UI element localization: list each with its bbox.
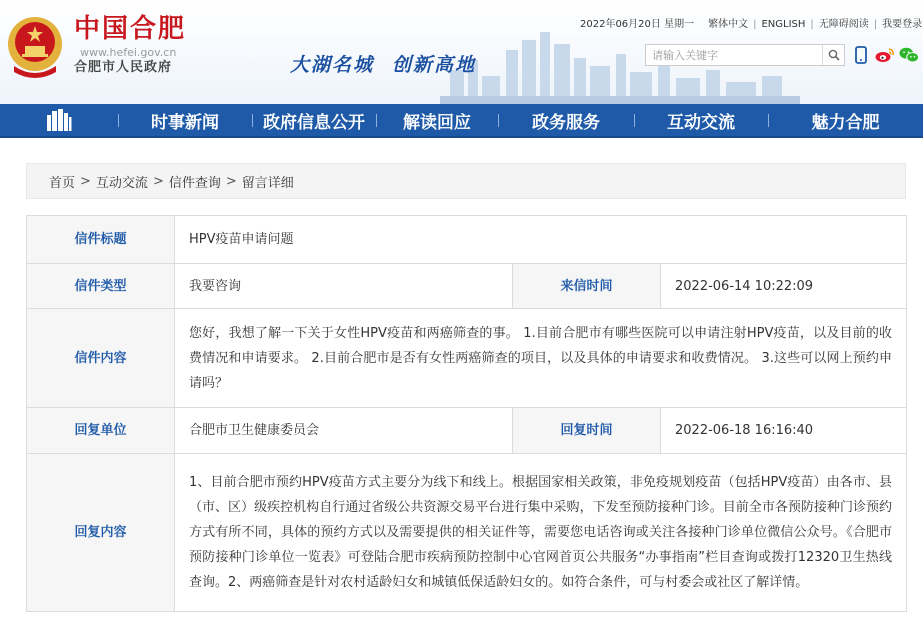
site-header	[0, 0, 923, 104]
top-utility-bar	[580, 18, 922, 32]
link-accessibility[interactable]: 无障碍阅读	[818, 19, 869, 30]
letter-type-value: 我要咨询	[175, 264, 513, 309]
nav-interpretation[interactable]: 解读回应	[376, 103, 498, 137]
site-url: www.hefei.gov.cn	[80, 46, 177, 59]
letter-title-value: HPV疫苗申请问题	[175, 216, 907, 264]
search-box	[645, 44, 845, 66]
current-date: 2022年06月20日 星期一	[580, 19, 695, 30]
wechat-link[interactable]	[899, 44, 919, 66]
reply-time-value: 2022-06-18 16:16:40	[661, 408, 907, 454]
link-login[interactable]: 我要登录	[882, 19, 923, 30]
nav-home[interactable]	[0, 103, 118, 137]
slogan-right: 创新高地	[392, 54, 477, 76]
nav-charm-hefei[interactable]: 魅力合肥	[768, 103, 923, 137]
breadcrumb	[26, 163, 906, 199]
search-button[interactable]	[822, 45, 844, 65]
separator: |	[753, 19, 757, 30]
main-content	[0, 152, 923, 642]
nav-news[interactable]: 时事新闻	[118, 103, 252, 137]
mobile-phone-icon	[855, 46, 867, 64]
breadcrumb-current: 留言详细	[241, 175, 294, 191]
weibo-link[interactable]	[875, 44, 895, 66]
letter-content-label: 信件内容	[27, 309, 175, 408]
search-icon	[828, 49, 840, 61]
letter-title-label: 信件标题	[27, 216, 175, 264]
reply-content-label: 回复内容	[27, 454, 175, 612]
breadcrumb-separator: >	[225, 173, 237, 189]
site-title: 中国合肥	[74, 14, 187, 44]
letter-time-value: 2022-06-14 10:22:09	[661, 264, 907, 309]
reply-unit-value: 合肥市卫生健康委员会	[175, 408, 513, 454]
main-navigation	[0, 104, 923, 138]
letter-content-value: 您好，我想了解一下关于女性HPV疫苗和两癌筛查的事。 1.目前合肥市有哪些医院可以申请注射HPV疫苗，以及目前的收费情况和申请要求。 2.目前合肥市是否有女性两癌筛查的项目，以及具体的申请要求和收费情况。 3.这些可以网上预约申请吗？	[175, 309, 907, 408]
reply-time-label: 回复时间	[513, 408, 661, 454]
social-links	[851, 44, 923, 66]
link-english[interactable]: ENGLISH	[761, 19, 806, 30]
reply-content-value: 1、目前合肥市预约HPV疫苗方式主要分为线下和线上。根据国家相关政策，非免疫规划疫苗（包括HPV疫苗）由各市、县（市、区）级疾控机构自行通过省级公共资源交易平台进行集中采购，下发至预防接种门诊。目前全市各预防接种门诊预约方式有所不同，具体的预约方式以及需要提供的相关证件等，需要您电话咨询或关注各接种门诊单位微信公众号。《合肥市预防接种门诊单位一览表》可登陆合肥市疾病预防控制中心官网首页公共服务“办事指南”栏目查询或拨打12320卫生热线查询。2、两癌筛查是针对农村适龄妇女和城镇低保适龄妇女的。如符合条件，可与村委会或社区了解详情。	[175, 454, 907, 612]
building-icon	[46, 109, 72, 131]
breadcrumb-separator: >	[152, 173, 164, 189]
slogan	[290, 53, 494, 77]
site-subtitle: 合肥市人民政府	[74, 60, 173, 75]
table-row	[27, 454, 907, 612]
letter-time-label: 来信时间	[513, 264, 661, 309]
nav-gov-service[interactable]: 政务服务	[498, 103, 634, 137]
separator: |	[810, 19, 814, 30]
table-row	[27, 309, 907, 408]
table-row	[27, 264, 907, 309]
slogan-left: 大湖名城	[290, 54, 375, 76]
letter-detail-table	[26, 215, 907, 612]
reply-unit-label: 回复单位	[27, 408, 175, 454]
table-row	[27, 408, 907, 454]
link-traditional-chinese[interactable]: 繁体中文	[708, 19, 749, 30]
table-row	[27, 216, 907, 264]
nav-interaction[interactable]: 互动交流	[634, 103, 768, 137]
breadcrumb-interaction[interactable]: 互动交流	[95, 175, 148, 191]
wechat-icon	[899, 46, 919, 64]
national-emblem-logo	[6, 14, 64, 78]
letter-type-label: 信件类型	[27, 264, 175, 309]
breadcrumb-letter-query[interactable]: 信件查询	[168, 175, 221, 191]
weibo-icon	[875, 47, 895, 63]
breadcrumb-home[interactable]: 首页	[49, 175, 76, 191]
search-input[interactable]	[646, 45, 822, 65]
separator: |	[873, 19, 878, 30]
breadcrumb-separator: >	[80, 173, 91, 189]
nav-gov-info[interactable]: 政府信息公开	[252, 103, 376, 137]
mobile-link[interactable]	[851, 44, 871, 66]
